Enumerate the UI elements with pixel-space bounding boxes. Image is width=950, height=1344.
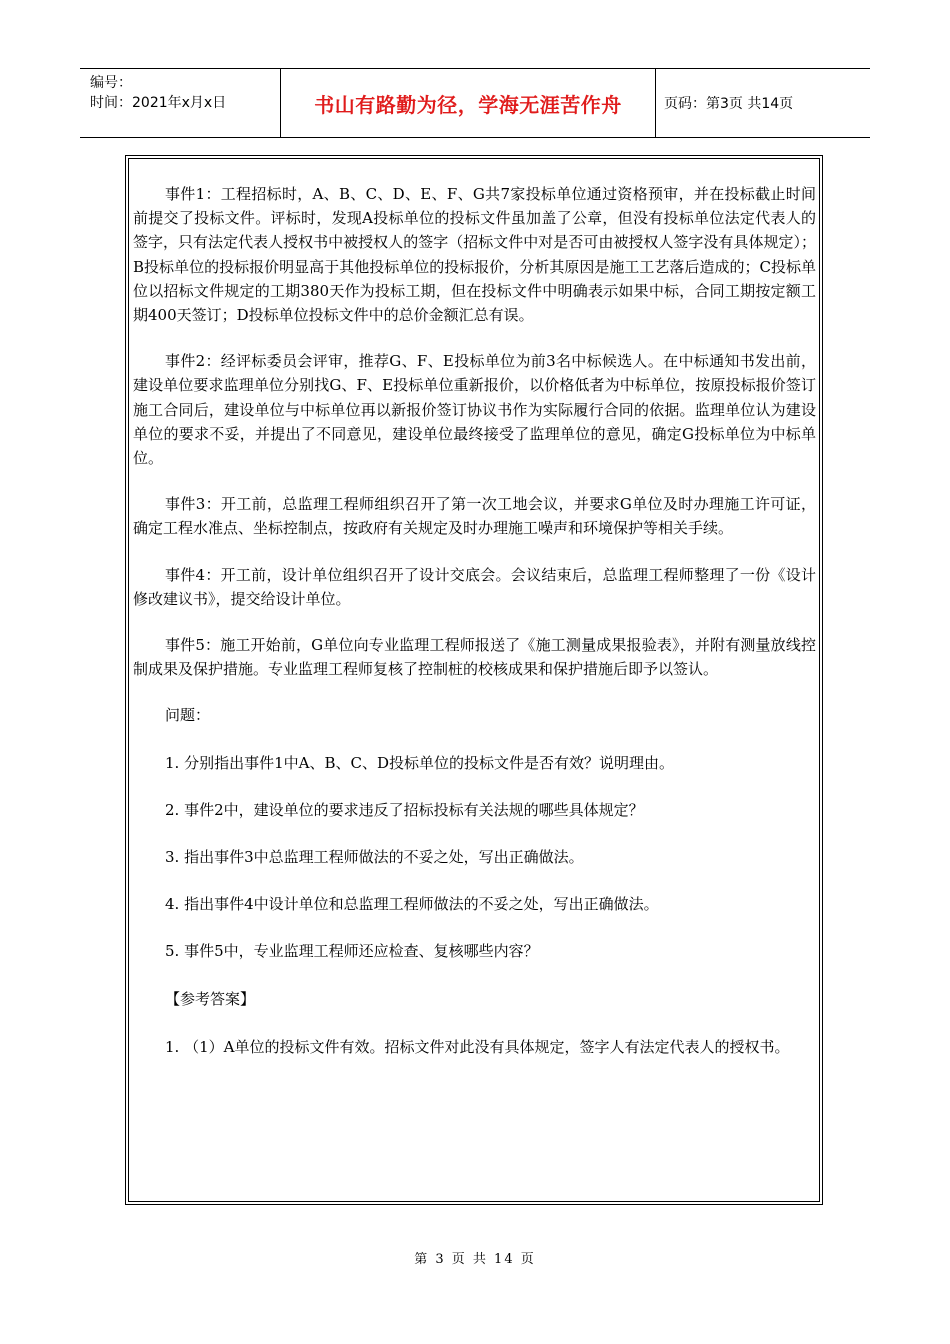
event-1-paragraph: 事件1：工程招标时，A、B、C、D、E、F、G共7家投标单位通过资格预审，并在投标截止时间前提交了投标文件。评标时，发现A投标单位的投标文件虽加盖了公章，但没有投标单位法定代表人的签字，只有法定代表人授权书中被授权人的签字（招标文件中对是否可由被授权人签字没有具体规定）；B投标单位的投标报价明显高于其他投标单位的投标报价，分析其原因是施工工艺落后造成的；C投标单位以招标文件规定的工期380天作为投标工期，但在投标文件中明确表示如果中标，合同工期按定额工期400天签订；D投标单位投标文件中的总价金额汇总有误。 bbox=[133, 185, 816, 325]
question-5: 5. 事件5中，专业监理工程师还应检查、复核哪些内容？ bbox=[165, 942, 539, 961]
event-4-paragraph: 事件4：开工前，设计单位组织召开了设计交底会。会议结束后，总监理工程师整理了一份《设计修改建议书》，提交给设计单位。 bbox=[133, 565, 816, 608]
question-2: 2. 事件2中，建设单位的要求违反了招标投标有关法规的哪些具体规定？ bbox=[165, 800, 644, 819]
event-5-paragraph: 事件5：施工开始前，G单位向专业监理工程师报送了《施工测量成果报验表》，并附有测量放线控制成果及保护措施。专业监理工程师复核了控制桩的校核成果和保护措施后即予以签认。 bbox=[133, 636, 816, 679]
document-body bbox=[133, 182, 816, 1059]
document-date-label: 时间：2021年x月x日 bbox=[90, 95, 227, 111]
page-footer: 第 3 页 共 14 页 bbox=[414, 1252, 536, 1267]
page-header bbox=[80, 68, 870, 138]
header-page-info: 页码：第3页 共14页 bbox=[664, 96, 794, 112]
question-4: 4. 指出事件4中设计单位和总监理工程师做法的不妥之处，写出正确做法。 bbox=[165, 895, 659, 914]
answer-1-paragraph: 1. （1）A单位的投标文件有效。招标文件对此没有具体规定，签字人有法定代表人的授权书。 bbox=[165, 1037, 790, 1056]
answer-heading: 【参考答案】 bbox=[165, 989, 256, 1008]
header-meta bbox=[80, 69, 281, 137]
document-number-label: 编号： bbox=[90, 75, 132, 91]
questions-heading: 问题： bbox=[165, 706, 211, 725]
question-1: 1. 分别指出事件1中A、B、C、D投标单位的投标文件是否有效？说明理由。 bbox=[165, 753, 674, 772]
event-2-paragraph: 事件2：经评标委员会评审，推荐G、F、E投标单位为前3名中标候选人。在中标通知书发出前，建设单位要求监理单位分别找G、F、E投标单位重新报价，以价格低者为中标单位，按原投标报价签订施工合同后，建设单位与中标单位再以新报价签订协议书作为实际履行合同的依据。监理单位认为建设单位的要求不妥，并提出了不同意见，建设单位最终接受了监理单位的意见，确定G投标单位为中标单位。 bbox=[133, 352, 816, 468]
event-3-paragraph: 事件3：开工前，总监理工程师组织召开了第一次工地会议，并要求G单位及时办理施工许可证，确定工程水准点、坐标控制点，按政府有关规定及时办理施工噪声和环境保护等相关手续。 bbox=[133, 495, 816, 538]
header-motto: 书山有路勤为径，学海无涯苦作舟 bbox=[281, 69, 656, 137]
question-3: 3. 指出事件3中总监理工程师做法的不妥之处，写出正确做法。 bbox=[165, 848, 584, 867]
